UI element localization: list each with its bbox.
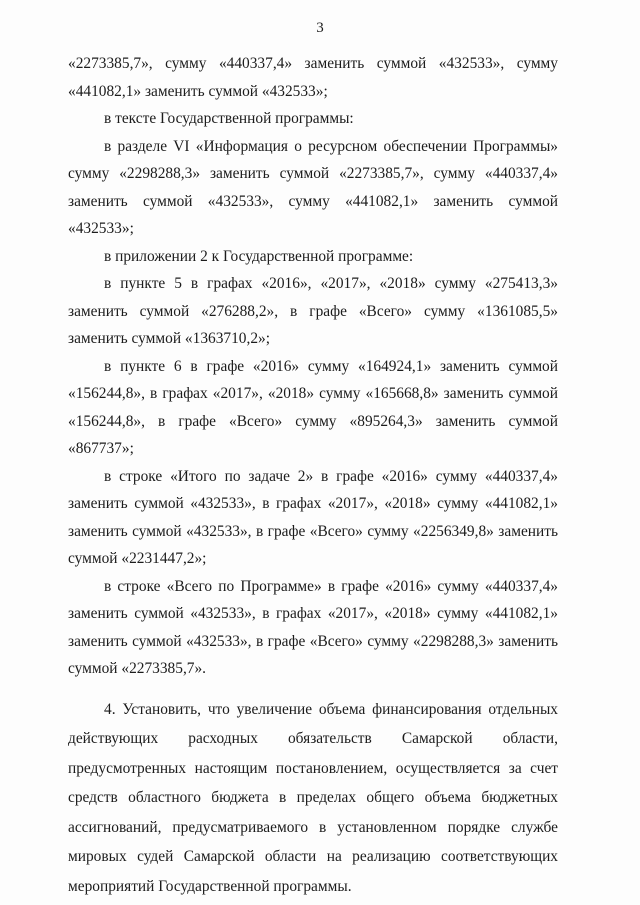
paragraph-section-vi: в разделе VI «Информация о ресурсном обеспечении Программы» сумму «2298288,3» заменить суммой «2273385,7», сумму «440337,4» заменить суммой «432533», сумму «441082,1» заменить суммой «432533»; [68, 137, 558, 237]
paragraph-item-6: в пункте 6 в графе «2016» сумму «164924,1» заменить суммой «156244,8», в графах «2017», «2018» сумму «165668,8» заменить суммой «156244,8», в графе «Всего» сумму «895264,3» заменить суммой «867737»; [68, 357, 558, 457]
paragraph-clause-4: 4. Установить, что увеличение объема финансирования отдельных действующих расходных обязательств Самарской области, предусмотренных настоящим постановлением, осуществляется за счет средств областного бюджета в пределах общего объема бюджетных ассигнований, предусматриваемого в установленном порядке службе мировых судей Самарской области на реализацию соответствующих мероприятий Государственной программы. [68, 700, 558, 895]
page-number: 3 [316, 20, 324, 36]
paragraph-total-program: в строке «Всего по Программе» в графе «2016» сумму «440337,4» заменить суммой «432533», в графах «2017», «2018» сумму «441082,1» заменить суммой «432533», в графе «Всего» сумму «2298288,3» заменить суммой «2273385,7». [68, 577, 558, 677]
paragraph-appendix-2: в приложении 2 к Государственной программе: [104, 247, 414, 265]
document-body [68, 50, 558, 901]
paragraph-continuation: «2273385,7», сумму «440337,4» заменить суммой «432533», сумму «441082,1» заменить суммой «432533»; [68, 55, 558, 100]
paragraph-total-task-2: в строке «Итого по задаче 2» в графе «2016» сумму «440337,4» заменить суммой «432533», в графах «2017», «2018» сумму «441082,1» заменить суммой «432533», в графе «Всего» сумму «2256349,8» заменить суммой «2231447,2»; [68, 467, 558, 567]
paragraph-program-text: в тексте Государственной программы: [104, 110, 354, 127]
paragraph-item-5: в пункте 5 в графах «2016», «2017», «2018» сумму «275413,3» заменить суммой «276288,2», в графе «Всего» сумму «1361085,5» заменить суммой «1363710,2»; [68, 275, 558, 347]
